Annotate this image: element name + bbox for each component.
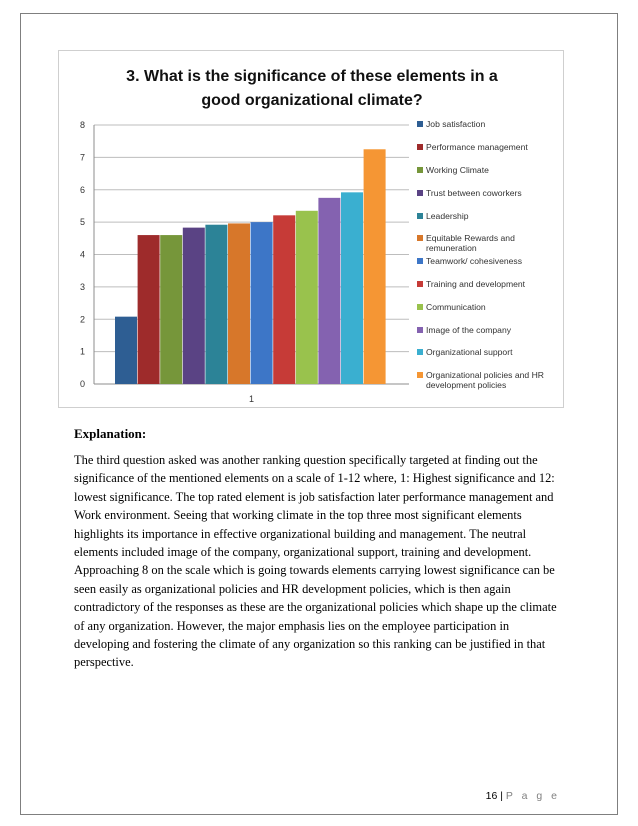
legend-label-4: Trust between coworkers bbox=[426, 188, 522, 198]
legend-label-8: Training and development bbox=[426, 279, 526, 289]
chart-title-line-2: good organizational climate? bbox=[201, 92, 423, 109]
legend-label-12: Organizational policies and HR development policies bbox=[426, 370, 544, 390]
bar-9 bbox=[296, 211, 318, 384]
page-footer bbox=[486, 790, 560, 802]
legend-label-3: Working Climate bbox=[426, 165, 489, 175]
explanation-heading: Explanation: bbox=[74, 426, 147, 441]
bar-7 bbox=[251, 222, 273, 384]
y-tick-label: 3 bbox=[79, 281, 85, 292]
bar-11 bbox=[341, 192, 363, 384]
y-tick-label: 6 bbox=[79, 184, 85, 195]
legend-label-11: Organizational support bbox=[426, 347, 513, 357]
bar-10 bbox=[318, 198, 340, 384]
page-number: 16 bbox=[485, 790, 498, 802]
legend-swatch-4 bbox=[417, 190, 423, 196]
legend-label-7: Teamwork/ cohesiveness bbox=[426, 256, 523, 266]
bar-4 bbox=[183, 228, 205, 384]
legend-label-10: Image of the company bbox=[426, 325, 512, 335]
bar-1 bbox=[115, 317, 137, 384]
legend-swatch-11 bbox=[417, 349, 423, 355]
legend-swatch-3 bbox=[417, 167, 423, 173]
x-tick-label: 1 bbox=[248, 394, 255, 404]
y-tick-label: 7 bbox=[79, 152, 85, 163]
bar-12 bbox=[364, 149, 386, 384]
legend-swatch-8 bbox=[417, 281, 423, 287]
footer-separator: | bbox=[500, 790, 503, 802]
legend-label-9: Communication bbox=[426, 302, 486, 312]
bar-2 bbox=[138, 235, 160, 384]
y-tick-label: 1 bbox=[79, 346, 85, 357]
legend-label-1: Job satisfaction bbox=[426, 119, 486, 129]
bar-8 bbox=[273, 215, 295, 384]
y-tick-label: 5 bbox=[79, 217, 85, 228]
bar-chart bbox=[59, 51, 563, 407]
legend-swatch-6 bbox=[417, 235, 423, 241]
y-tick-label: 2 bbox=[79, 314, 85, 325]
y-tick-label: 4 bbox=[79, 249, 85, 260]
legend-swatch-9 bbox=[417, 304, 423, 310]
legend-swatch-10 bbox=[417, 327, 423, 333]
chart-container bbox=[58, 50, 564, 408]
legend-swatch-5 bbox=[417, 213, 423, 219]
chart-title-line-1: 3. What is the significance of these elements in a bbox=[126, 68, 498, 85]
legend-swatch-2 bbox=[417, 144, 423, 150]
bar-5 bbox=[205, 225, 227, 384]
legend-label-6: Equitable Rewards and remuneration bbox=[426, 233, 515, 253]
legend-label-2: Performance management bbox=[426, 142, 528, 152]
page-word: P a g e bbox=[505, 790, 560, 802]
y-tick-label: 0 bbox=[79, 379, 85, 389]
legend-swatch-12 bbox=[417, 372, 423, 378]
explanation-paragraph: The third question asked was another ranking question specifically targeted at finding out the significance of the mentioned elements on a scale of 1-12 where, 1: Highest significance and 12: lowest significance. The top rated element is job satisfaction later performance management and Work environment. Seeing that working climate in the top three most significant elements highlights its importance in effective organizational building and management. The neutral elements included image of the company, organizational support, training and development. Approaching 8 on the scale which is going towards elements carrying lowest significance can be seen easily as organizational policies and HR development policies, which is then again contradictory of the responses as these are the organizational policies which shape up the climate of any organization. However, the major emphasis lies on the employee participation in developing and fostering the climate of any organization so this ranking can be justified in that perspective. bbox=[74, 453, 557, 670]
legend-swatch-7 bbox=[417, 258, 423, 264]
y-tick-label: 8 bbox=[79, 120, 85, 130]
legend-swatch-1 bbox=[417, 121, 423, 127]
bar-3 bbox=[160, 235, 182, 384]
bar-6 bbox=[228, 223, 250, 384]
legend-label-5: Leadership bbox=[426, 211, 469, 221]
